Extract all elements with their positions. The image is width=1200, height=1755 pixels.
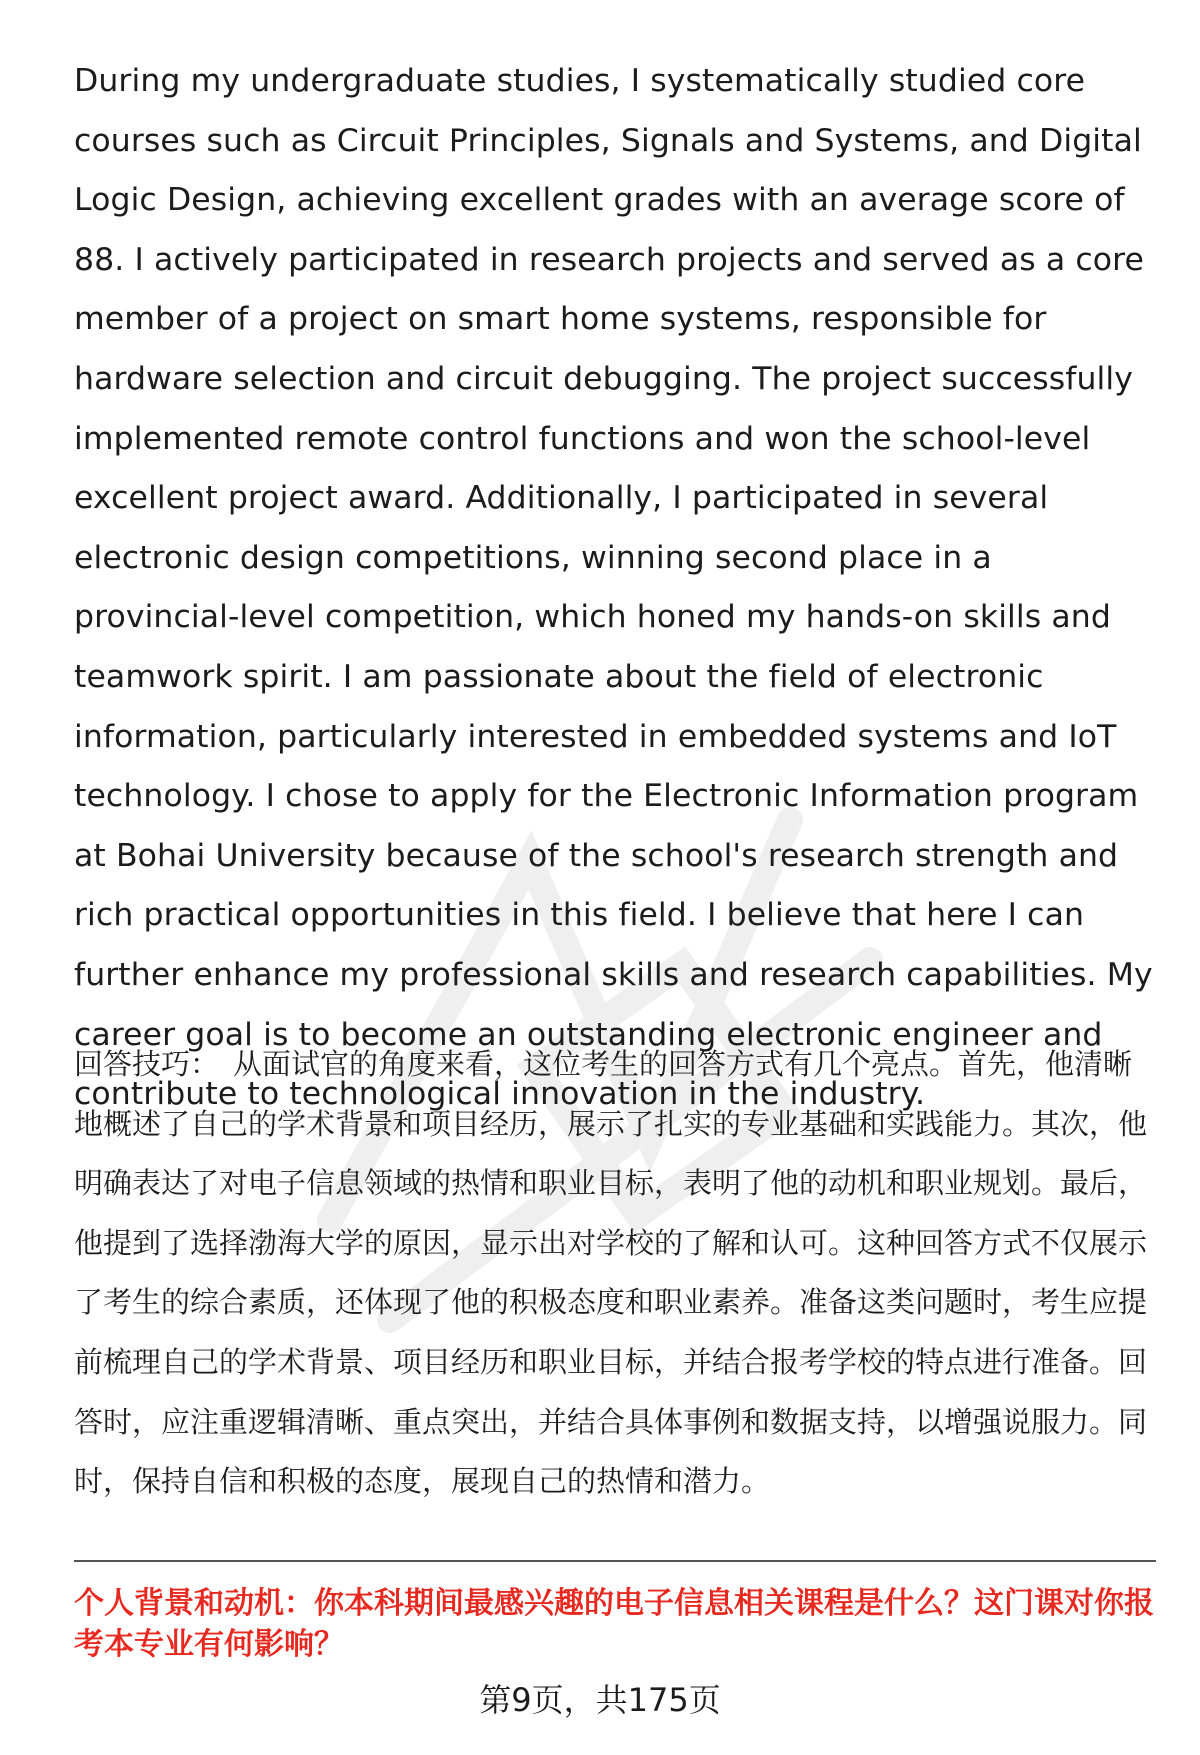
- answer-paragraph: During my undergraduate studies, I systematically studied core courses such as Circuit Principles, Signals and Systems, and Digital Logic Design, achieving excellent grades with an average score of 88. I actively participated in research projects and served as a core member of a project on smart home systems, responsible for hardware selection and circuit debugging. The project successfully implemented remote control functions and won the school-level excellent project award. Additionally, I participated in several electronic design competitions, winning second place in a provincial-level competition, which honed my hands-on skills and teamwork spirit. I am passionate about the field of electronic information, particularly interested in embedded systems and IoT technology. I chose to apply for the Electronic Information program at Bohai University because of the school's research strength and rich practical opportunities in this field. I believe that here I can further enhance my professional skills and research capabilities. My career goal is to become an outstanding electronic engineer and contribute to technological innovation in the industry.: [74, 63, 1153, 1113]
- answer-tips: [74, 1035, 1154, 1512]
- page-indicator: 第9页，共175页: [479, 1681, 721, 1719]
- tips-text: 从面试官的角度来看，这位考生的回答方式有几个亮点。首先，他清晰地概述了自己的学术背景和项目经历，展示了扎实的专业基础和实践能力。其次，他明确表达了对电子信息领域的热情和职业目标，表明了他的动机和职业规划。最后，他提到了选择渤海大学的原因，显示出对学校的了解和认可。这种回答方式不仅展示了考生的综合素质，还体现了他的积极态度和职业素养。准备这类问题时，考生应提前梳理自己的学术背景、项目经历和职业目标，并结合报考学校的特点进行准备。回答时，应注重逻辑清晰、重点突出，并结合具体事例和数据支持，以增强说服力。同时，保持自信和积极的态度，展现自己的热情和潜力。: [74, 1047, 1148, 1499]
- next-question-heading: 个人背景和动机：你本科期间最感兴趣的电子信息相关课程是什么？这门课对你报考本专业有何影响？: [74, 1586, 1154, 1662]
- tips-label: 回答技巧：: [74, 1047, 220, 1081]
- section-divider: [74, 1560, 1156, 1562]
